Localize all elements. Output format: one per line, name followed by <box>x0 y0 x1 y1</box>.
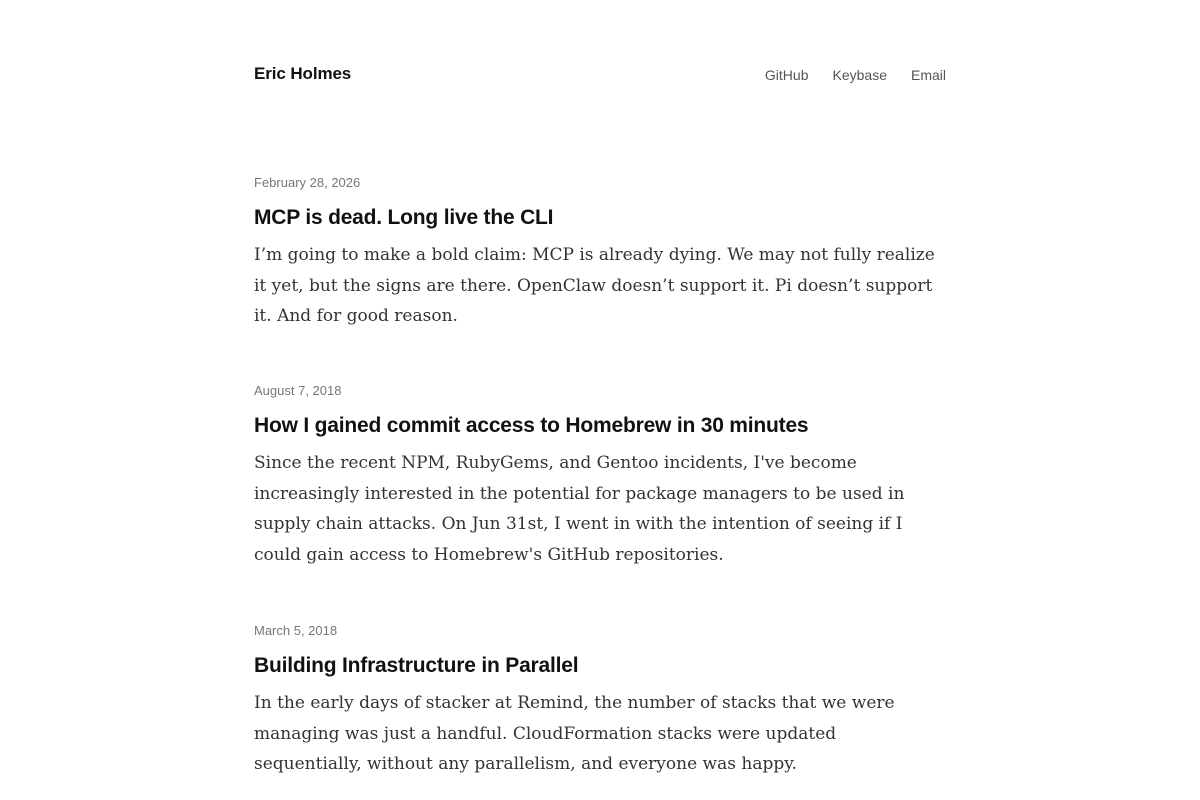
post-item <box>254 622 946 780</box>
post-item <box>254 382 946 570</box>
post-title-link[interactable]: Building Infrastructure in Parallel <box>254 654 579 677</box>
post-excerpt: In the early days of stacker at Remind, the number of stacks that we were managing was just a handful. CloudFormation stacks were updated sequentially, without any parallelism, and everyone was happy. <box>254 693 895 774</box>
post-excerpt: Since the recent NPM, RubyGems, and Gentoo incidents, I've become increasingly interested in the potential for package managers to be used in supply chain attacks. On Jun 31st, I went in with the intention of seeing if I could gain access to Homebrew's GitHub repositories. <box>254 453 905 565</box>
post-title-link[interactable]: MCP is dead. Long live the CLI <box>254 206 554 229</box>
page-container <box>254 0 946 774</box>
nav-link-keybase[interactable]: Keybase <box>832 67 887 83</box>
site-header <box>254 0 946 150</box>
post-item <box>254 174 946 332</box>
top-nav <box>765 67 946 83</box>
site-title-link[interactable]: Eric Holmes <box>254 64 352 83</box>
nav-link-email[interactable]: Email <box>910 67 946 83</box>
post-date: February 28, 2026 <box>254 175 361 190</box>
post-excerpt: I’m going to make a bold claim: MCP is already dying. We may not fully realize it yet, but the signs are there. OpenClaw doesn’t support it. Pi doesn’t support it. And for good reason. <box>254 245 935 326</box>
post-date: March 5, 2018 <box>254 623 338 638</box>
post-title-link[interactable]: How I gained commit access to Homebrew in 30 minutes <box>254 414 809 437</box>
post-date: August 7, 2018 <box>254 383 342 398</box>
nav-link-github[interactable]: GitHub <box>764 67 809 83</box>
